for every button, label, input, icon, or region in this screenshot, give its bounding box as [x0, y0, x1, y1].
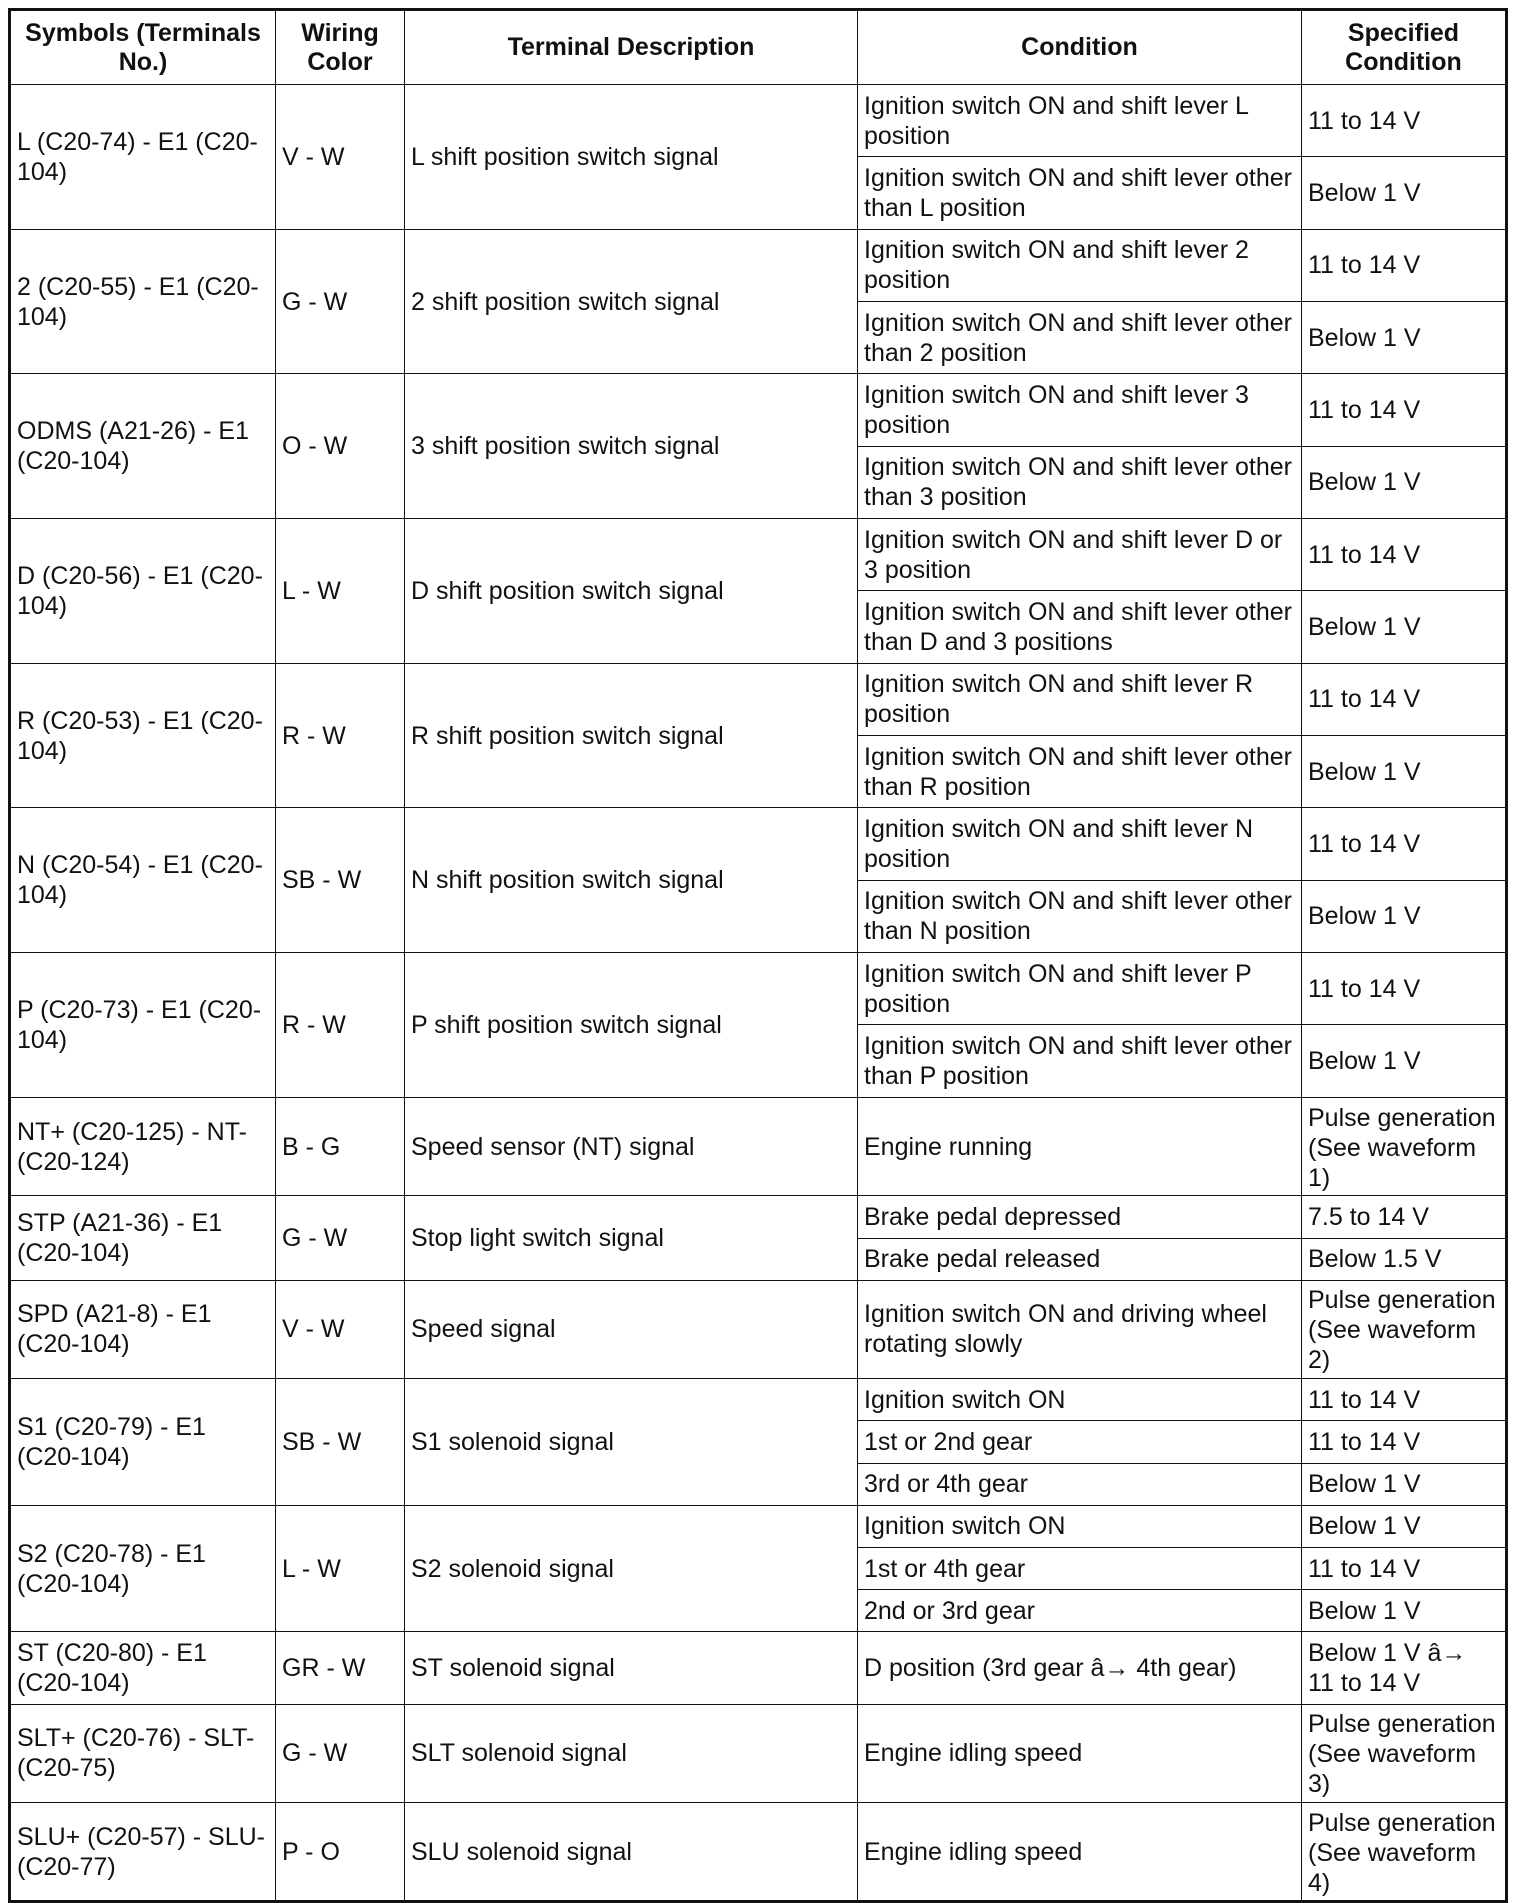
specified-condition-cell: 11 to 14 V	[1302, 808, 1507, 880]
condition-cell: Brake pedal released	[858, 1238, 1302, 1280]
condition-cell: Ignition switch ON	[858, 1505, 1302, 1547]
symbol-cell: STP (A21-36) - E1 (C20-104)	[10, 1196, 276, 1280]
condition-cell: Ignition switch ON and shift lever N position	[858, 808, 1302, 880]
wiring-color-cell: R - W	[276, 953, 405, 1098]
specified-condition-cell	[1302, 1803, 1507, 1902]
wiring-color-cell: V - W	[276, 1280, 405, 1378]
specified-condition-cell: 11 to 14 V	[1302, 1421, 1507, 1463]
table-row	[10, 85, 1507, 157]
table-row	[10, 374, 1507, 446]
condition-cell: Ignition switch ON	[858, 1379, 1302, 1421]
condition-cell: Ignition switch ON and shift lever other than L position	[858, 157, 1302, 229]
wiring-color-cell: G - W	[276, 1704, 405, 1802]
condition-cell: Engine idling speed	[858, 1803, 1302, 1902]
terminal-description-cell: SLU solenoid signal	[405, 1803, 858, 1902]
symbol-cell: S1 (C20-79) - E1 (C20-104)	[10, 1379, 276, 1506]
terminal-description-cell: D shift position switch signal	[405, 519, 858, 664]
terminal-description-cell: 3 shift position switch signal	[405, 374, 858, 519]
symbol-cell: D (C20-56) - E1 (C20-104)	[10, 519, 276, 664]
specified-condition-cell: Below 1 V	[1302, 880, 1507, 952]
wiring-color-cell: G - W	[276, 229, 405, 374]
terminal-description-cell: R shift position switch signal	[405, 663, 858, 808]
table-row	[10, 1379, 1507, 1421]
specified-condition-cell: Below 1 V	[1302, 302, 1507, 374]
specified-condition-cell: Below 1 V	[1302, 1025, 1507, 1097]
terminal-description-cell: Speed sensor (NT) signal	[405, 1097, 858, 1195]
specified-condition-cell: 11 to 14 V	[1302, 374, 1507, 446]
wiring-color-cell: P - O	[276, 1803, 405, 1902]
terminal-description-cell: S2 solenoid signal	[405, 1505, 858, 1632]
specified-condition-cell: Below 1 V	[1302, 446, 1507, 518]
condition-cell: Ignition switch ON and shift lever other than 3 position	[858, 446, 1302, 518]
wiring-color-cell: B - G	[276, 1097, 405, 1195]
specified-condition-cell: Below 1 V	[1302, 1590, 1507, 1632]
table-row	[10, 953, 1507, 1025]
specified-condition-cell: 11 to 14 V	[1302, 85, 1507, 157]
specified-condition-cell: Below 1 V	[1302, 157, 1507, 229]
wiring-color-cell: G - W	[276, 1196, 405, 1280]
pulse-spec	[1308, 1285, 1499, 1373]
terminal-spec-table	[8, 8, 1508, 1903]
wiring-color-cell: R - W	[276, 663, 405, 808]
condition-cell: Ignition switch ON and shift lever other than P position	[858, 1025, 1302, 1097]
specified-condition-cell: 11 to 14 V	[1302, 1379, 1507, 1421]
symbol-cell: L (C20-74) - E1 (C20-104)	[10, 85, 276, 230]
condition-cell: Ignition switch ON and shift lever P position	[858, 953, 1302, 1025]
terminal-description-cell: S1 solenoid signal	[405, 1379, 858, 1506]
header-specified-condition: Specified Condition	[1302, 10, 1507, 85]
condition-cell: Ignition switch ON and shift lever L position	[858, 85, 1302, 157]
condition-cell: Brake pedal depressed	[858, 1196, 1302, 1238]
waveform-reference: (See waveform 3)	[1308, 1740, 1477, 1799]
table-row	[10, 1196, 1507, 1238]
specified-condition-cell: Below 1 V	[1302, 1463, 1507, 1505]
terminal-description-cell: L shift position switch signal	[405, 85, 858, 230]
wiring-color-cell: SB - W	[276, 808, 405, 953]
symbol-cell: SPD (A21-8) - E1 (C20-104)	[10, 1280, 276, 1378]
symbol-cell: R (C20-53) - E1 (C20-104)	[10, 663, 276, 808]
specified-condition-cell: 11 to 14 V	[1302, 663, 1507, 735]
condition-cell: Ignition switch ON and shift lever 3 position	[858, 374, 1302, 446]
condition-cell: Ignition switch ON and driving wheel rotating slowly	[858, 1280, 1302, 1378]
symbol-cell: SLT+ (C20-76) - SLT- (C20-75)	[10, 1704, 276, 1802]
specified-condition-cell	[1302, 1704, 1507, 1802]
condition-cell: Ignition switch ON and shift lever other than 2 position	[858, 302, 1302, 374]
specified-condition-cell: 11 to 14 V	[1302, 229, 1507, 301]
spec-value: Pulse generation	[1308, 1103, 1496, 1132]
condition-cell: Ignition switch ON and shift lever other than D and 3 positions	[858, 591, 1302, 663]
symbol-cell: NT+ (C20-125) - NT- (C20-124)	[10, 1097, 276, 1195]
condition-cell: Ignition switch ON and shift lever 2 position	[858, 229, 1302, 301]
wiring-color-cell: SB - W	[276, 1379, 405, 1506]
symbol-cell: ODMS (A21-26) - E1 (C20-104)	[10, 374, 276, 519]
table-row	[10, 1505, 1507, 1547]
header-terminal-description: Terminal Description	[405, 10, 858, 85]
wiring-color-cell: GR - W	[276, 1632, 405, 1704]
symbol-cell: S2 (C20-78) - E1 (C20-104)	[10, 1505, 276, 1632]
pulse-spec	[1308, 1709, 1499, 1797]
table-row	[10, 1632, 1507, 1704]
table-row	[10, 229, 1507, 301]
condition-cell: Ignition switch ON and shift lever other than R position	[858, 736, 1302, 808]
condition-cell: Ignition switch ON and shift lever other than N position	[858, 880, 1302, 952]
terminal-description-cell: ST solenoid signal	[405, 1632, 858, 1704]
table-row	[10, 1803, 1507, 1902]
wiring-color-cell: V - W	[276, 85, 405, 230]
specified-condition-cell	[1302, 1097, 1507, 1195]
table-row	[10, 663, 1507, 735]
waveform-reference: (See waveform 1)	[1308, 1133, 1477, 1192]
condition-cell: Engine idling speed	[858, 1704, 1302, 1802]
wiring-color-cell: L - W	[276, 519, 405, 664]
terminal-description-cell: N shift position switch signal	[405, 808, 858, 953]
terminal-description-cell: 2 shift position switch signal	[405, 229, 858, 374]
condition-cell: 3rd or 4th gear	[858, 1463, 1302, 1505]
condition-cell: D position (3rd gear â→ 4th gear)	[858, 1632, 1302, 1704]
table-row	[10, 519, 1507, 591]
terminal-description-cell: Stop light switch signal	[405, 1196, 858, 1280]
header-symbols: Symbols (Terminals No.)	[10, 10, 276, 85]
specified-condition-cell	[1302, 1280, 1507, 1378]
waveform-reference: (See waveform 2)	[1308, 1316, 1477, 1375]
spec-value: Pulse generation	[1308, 1286, 1496, 1315]
waveform-reference: (See waveform 4)	[1308, 1838, 1477, 1897]
symbol-cell: ST (C20-80) - E1 (C20-104)	[10, 1632, 276, 1704]
wiring-color-cell: L - W	[276, 1505, 405, 1632]
terminal-description-cell: P shift position switch signal	[405, 953, 858, 1098]
header-wiring-color: Wiring Color	[276, 10, 405, 85]
condition-cell: 1st or 4th gear	[858, 1548, 1302, 1590]
specified-condition-cell: Below 1 V â→ 11 to 14 V	[1302, 1632, 1507, 1704]
spec-value: Pulse generation	[1308, 1710, 1496, 1739]
symbol-cell: N (C20-54) - E1 (C20-104)	[10, 808, 276, 953]
specified-condition-cell: 11 to 14 V	[1302, 1548, 1507, 1590]
table-row	[10, 1704, 1507, 1802]
condition-cell: 1st or 2nd gear	[858, 1421, 1302, 1463]
condition-cell: Engine running	[858, 1097, 1302, 1195]
specified-condition-cell: Below 1 V	[1302, 1505, 1507, 1547]
pulse-spec	[1308, 1103, 1499, 1191]
specified-condition-cell: Below 1 V	[1302, 736, 1507, 808]
condition-cell: Ignition switch ON and shift lever R position	[858, 663, 1302, 735]
specified-condition-cell: 11 to 14 V	[1302, 519, 1507, 591]
terminal-description-cell: Speed signal	[405, 1280, 858, 1378]
spec-value: Pulse generation	[1308, 1808, 1496, 1837]
specified-condition-cell: Below 1 V	[1302, 591, 1507, 663]
table-row	[10, 1097, 1507, 1195]
condition-cell: Ignition switch ON and shift lever D or 3 position	[858, 519, 1302, 591]
wiring-color-cell: O - W	[276, 374, 405, 519]
pulse-spec	[1308, 1808, 1499, 1896]
specified-condition-cell: 11 to 14 V	[1302, 953, 1507, 1025]
table-body	[10, 85, 1507, 1902]
table-row	[10, 808, 1507, 880]
specified-condition-cell: 7.5 to 14 V	[1302, 1196, 1507, 1238]
condition-cell: 2nd or 3rd gear	[858, 1590, 1302, 1632]
header-row	[10, 10, 1507, 85]
symbol-cell: SLU+ (C20-57) - SLU- (C20-77)	[10, 1803, 276, 1902]
specified-condition-cell: Below 1.5 V	[1302, 1238, 1507, 1280]
terminal-description-cell: SLT solenoid signal	[405, 1704, 858, 1802]
symbol-cell: P (C20-73) - E1 (C20-104)	[10, 953, 276, 1098]
header-condition: Condition	[858, 10, 1302, 85]
table-row	[10, 1280, 1507, 1378]
symbol-cell: 2 (C20-55) - E1 (C20-104)	[10, 229, 276, 374]
